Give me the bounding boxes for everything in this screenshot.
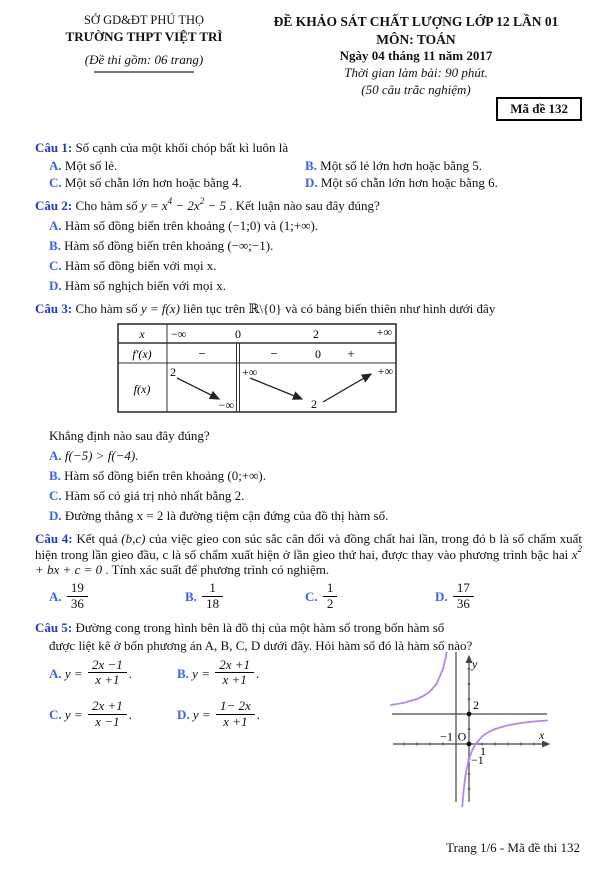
q2-option-b-letter: B. <box>49 238 61 254</box>
q2-option-c-text: Hàm số đồng biến với mọi x. <box>64 257 217 273</box>
q2-options <box>35 218 582 293</box>
q5-option-a-pre: y = <box>64 665 83 681</box>
q3-option-d-text: Đường thẳng x = 2 là đường tiệm cận đứng của đồ thị hàm số. <box>64 507 389 523</box>
q1-option-a-letter: A. <box>49 157 62 173</box>
svg-text:f′(x): f′(x) <box>132 346 152 361</box>
q3-question: Khẳng định nào sau đây đúng? <box>49 428 210 444</box>
header <box>0 0 610 99</box>
q4-formula-1: (b,c) <box>121 530 146 546</box>
q3-option-a-letter: A. <box>49 448 62 464</box>
y-axis-label: y <box>472 656 478 671</box>
svg-text:+: + <box>347 345 355 361</box>
label-1: 1 <box>480 743 486 758</box>
label-minus1-x: −1 <box>440 729 453 744</box>
q5-option-d-tail: . <box>256 706 260 722</box>
q3-option-b-letter: B. <box>49 468 61 484</box>
q5-option-c-letter: C. <box>49 706 62 722</box>
q4-option-b <box>185 580 305 613</box>
q4-option-c-letter: C. <box>305 589 318 604</box>
q5-content <box>35 656 582 811</box>
q5-option-a-fraction: $\frac{2x -1}{x +1}$ <box>88 658 127 688</box>
q2-option-b <box>35 238 582 254</box>
svg-text:−: − <box>270 345 278 361</box>
q4-option-b-fraction: $\frac{1}{18}$ <box>202 581 223 611</box>
q4-option-a-fraction: $\frac{19}{36}$ <box>67 581 88 611</box>
issuing-org-block <box>38 13 250 99</box>
q5-option-b-letter: B. <box>177 665 189 681</box>
q5-option-b-tail: . <box>256 665 260 681</box>
q3-option-c-letter: C. <box>49 487 62 503</box>
question-5 <box>35 620 582 811</box>
svg-text:+∞: +∞ <box>376 324 392 339</box>
pages-note: (Đề thi gồm: 06 trang) <box>84 51 204 67</box>
q5-label: Câu 5: <box>35 619 73 635</box>
q1-label: Câu 1: <box>35 139 73 155</box>
question-3 <box>35 301 582 524</box>
q4-label: Câu 4: <box>35 530 73 546</box>
q4-option-c <box>305 580 435 613</box>
label-2: 2 <box>473 697 479 712</box>
q5-option-d-letter: D. <box>177 706 190 722</box>
q2-text-post: . Kết luận nào sau đây đúng? <box>225 198 380 214</box>
point-0-2 <box>467 711 472 716</box>
point-origin <box>467 741 472 746</box>
q2-option-a-text: Hàm số đồng biến trên khoảng (−1;0) và (1;+∞). <box>64 218 319 234</box>
q3-text-mid: liên tục trên <box>179 300 249 316</box>
q1-options <box>35 158 582 192</box>
q1-option-b-text: Một số lẻ lớn hơn hoặc bằng 5. <box>320 157 482 173</box>
label-minus1-y: −1 <box>471 752 484 767</box>
q1-option-d <box>305 175 582 191</box>
variation-table <box>117 323 582 417</box>
q3-option-b-text: Hàm số đồng biến trên khoảng (0;+∞). <box>64 468 266 484</box>
q5-option-b <box>177 656 389 690</box>
q5-option-c <box>49 698 177 731</box>
q5-option-d-fraction: $\frac{1- 2x}{x +1}$ <box>216 699 255 729</box>
department-name: SỞ GD&ĐT PHÚ THỌ <box>83 13 205 27</box>
page-footer: Trang 1/6 - Mã đề thi 132 <box>446 840 580 855</box>
header-divider <box>94 71 194 73</box>
q3-option-d <box>35 508 582 524</box>
q3-option-d-letter: D. <box>49 507 62 523</box>
q3-formula-2: ℝ\{0} <box>248 300 282 316</box>
q3-option-c-text: Hàm số có giá trị nhỏ nhất bằng 2. <box>64 487 245 503</box>
x-axis-label: x <box>539 727 545 742</box>
q4-option-a <box>49 580 185 613</box>
q3-text-pre: Cho hàm số <box>75 300 141 316</box>
q1-text: Số cạnh của một khối chóp bất kì luôn là <box>75 139 289 155</box>
variation-table-svg <box>117 323 397 413</box>
q5-text-2: được liệt kê ở bốn phương án A, B, C, D dưới đây. Hỏi hàm số đó là hàm số nào? <box>49 637 473 653</box>
q2-option-d-letter: D. <box>49 277 62 293</box>
q5-option-b-pre: y = <box>192 665 210 681</box>
q1-option-b-letter: B. <box>305 157 317 173</box>
exam-code-box: Mã đề 132 <box>496 97 582 121</box>
svg-text:2: 2 <box>313 326 319 341</box>
q4-option-a-letter: A. <box>49 589 62 604</box>
q5-option-d-pre: y = <box>192 706 211 722</box>
q3-option-c <box>35 488 582 504</box>
q1-option-a-text: Một số lẻ. <box>64 157 118 173</box>
q5-text-1: Đường cong trong hình bên là đồ thị của một hàm số trong bốn hàm số <box>75 619 445 635</box>
svg-text:+∞: +∞ <box>377 363 393 378</box>
q1-option-c-text: Một số chẵn lớn hơn hoặc bằng 4. <box>64 175 242 191</box>
svg-text:0: 0 <box>235 326 241 341</box>
q4-option-d <box>435 580 476 613</box>
svg-text:−: − <box>198 345 206 361</box>
svg-text:f(x): f(x) <box>133 381 151 396</box>
svg-text:−∞: −∞ <box>218 397 234 412</box>
svg-text:+∞: +∞ <box>242 364 258 379</box>
q2-option-b-text: Hàm số đồng biến trên khoảng (−∞;−1). <box>64 238 274 254</box>
q2-option-c <box>35 258 582 274</box>
exam-body <box>0 99 610 811</box>
exam-duration: Thời gian làm bài: 90 phút. <box>344 64 488 80</box>
q5-option-d <box>177 698 389 731</box>
question-1 <box>35 140 582 192</box>
q2-label: Câu 2: <box>35 198 73 214</box>
q2-formula: $y = x^4 - 2x^2 - 5$ <box>140 196 226 214</box>
q4-formula-2: $x^2$ + bx + c = 0 <box>35 544 582 578</box>
svg-text:−∞: −∞ <box>171 326 187 341</box>
svg-text:2: 2 <box>311 396 317 411</box>
q4-options <box>35 580 582 613</box>
svg-text:x: x <box>139 326 145 341</box>
q2-option-d-text: Hàm số nghịch biến với mọi x. <box>64 277 226 293</box>
q5-option-b-fraction: $\frac{2x +1}{x +1}$ <box>215 658 254 688</box>
function-graph <box>389 652 564 811</box>
q5-option-a-letter: A. <box>49 665 62 681</box>
function-graph-svg <box>389 652 564 807</box>
svg-text:0: 0 <box>315 346 321 361</box>
exam-date: Ngày 04 tháng 11 năm 2017 <box>339 48 493 64</box>
q2-text-pre: Cho hàm số <box>75 198 141 214</box>
q2-option-a-letter: A. <box>49 218 62 234</box>
exam-format: (50 câu trắc nghiệm) <box>361 81 471 97</box>
q1-option-a <box>49 158 305 174</box>
q3-formula-1: y = f(x) <box>140 300 180 316</box>
q1-option-d-text: Một số chẵn lớn hơn hoặc bằng 6. <box>320 175 498 191</box>
q2-option-d <box>35 278 582 294</box>
q1-option-c-letter: C. <box>49 175 62 191</box>
q4-option-d-letter: D. <box>435 589 448 604</box>
q3-label: Câu 3: <box>35 300 73 316</box>
q1-option-b <box>305 158 582 174</box>
exam-title: ĐỀ KHẢO SÁT CHẤT LƯỢNG LỚP 12 LẦN 01 <box>273 14 559 29</box>
q3-option-a <box>35 448 582 464</box>
origin-label: O <box>457 729 467 744</box>
q1-option-d-letter: D. <box>305 175 318 191</box>
exam-subject: MÔN: TOÁN <box>376 31 456 47</box>
q5-option-a <box>49 656 177 690</box>
school-name: TRƯỜNG THPT VIỆT TRÌ <box>65 28 223 44</box>
q2-option-a <box>35 218 582 234</box>
q4-option-d-fraction: $\frac{17}{36}$ <box>453 581 474 611</box>
question-2 <box>35 198 582 293</box>
q3-text-post: và có bảng biến thiên như hình dưới đây <box>281 300 496 316</box>
question-4 <box>35 531 582 613</box>
q1-option-c <box>49 175 305 191</box>
q4-text-1: Kết quả <box>76 530 122 546</box>
q4-text-3: . Tính xác suất để phương trình có nghiệm. <box>102 562 330 578</box>
q5-option-c-tail: . <box>128 706 132 722</box>
q3-options <box>35 448 582 523</box>
q3-option-a-text: f(−5) > f(−4). <box>64 448 139 464</box>
q4-text-2: của việc gieo con súc sắc cân đối và đồng chất hai lần, trong đó b là số chấm xuất hiện trong lần gieo đầu, c là số chấm xuất hiện ở lần gieo thứ hai, được thay vào phương trình bậc hai <box>35 530 583 562</box>
q5-options <box>35 656 389 811</box>
curve-left-branch <box>391 652 447 705</box>
q5-option-c-pre: y = <box>64 706 83 722</box>
q4-option-c-fraction: $\frac{1}{2}$ <box>323 581 338 611</box>
q5-option-a-tail: . <box>128 665 132 681</box>
q2-option-c-letter: C. <box>49 257 62 273</box>
q4-option-b-letter: B. <box>185 589 197 604</box>
q3-option-b <box>35 468 582 484</box>
exam-title-block <box>250 13 582 99</box>
q5-option-c-fraction: $\frac{2x +1}{x -1}$ <box>88 699 127 729</box>
svg-text:2: 2 <box>170 364 176 379</box>
